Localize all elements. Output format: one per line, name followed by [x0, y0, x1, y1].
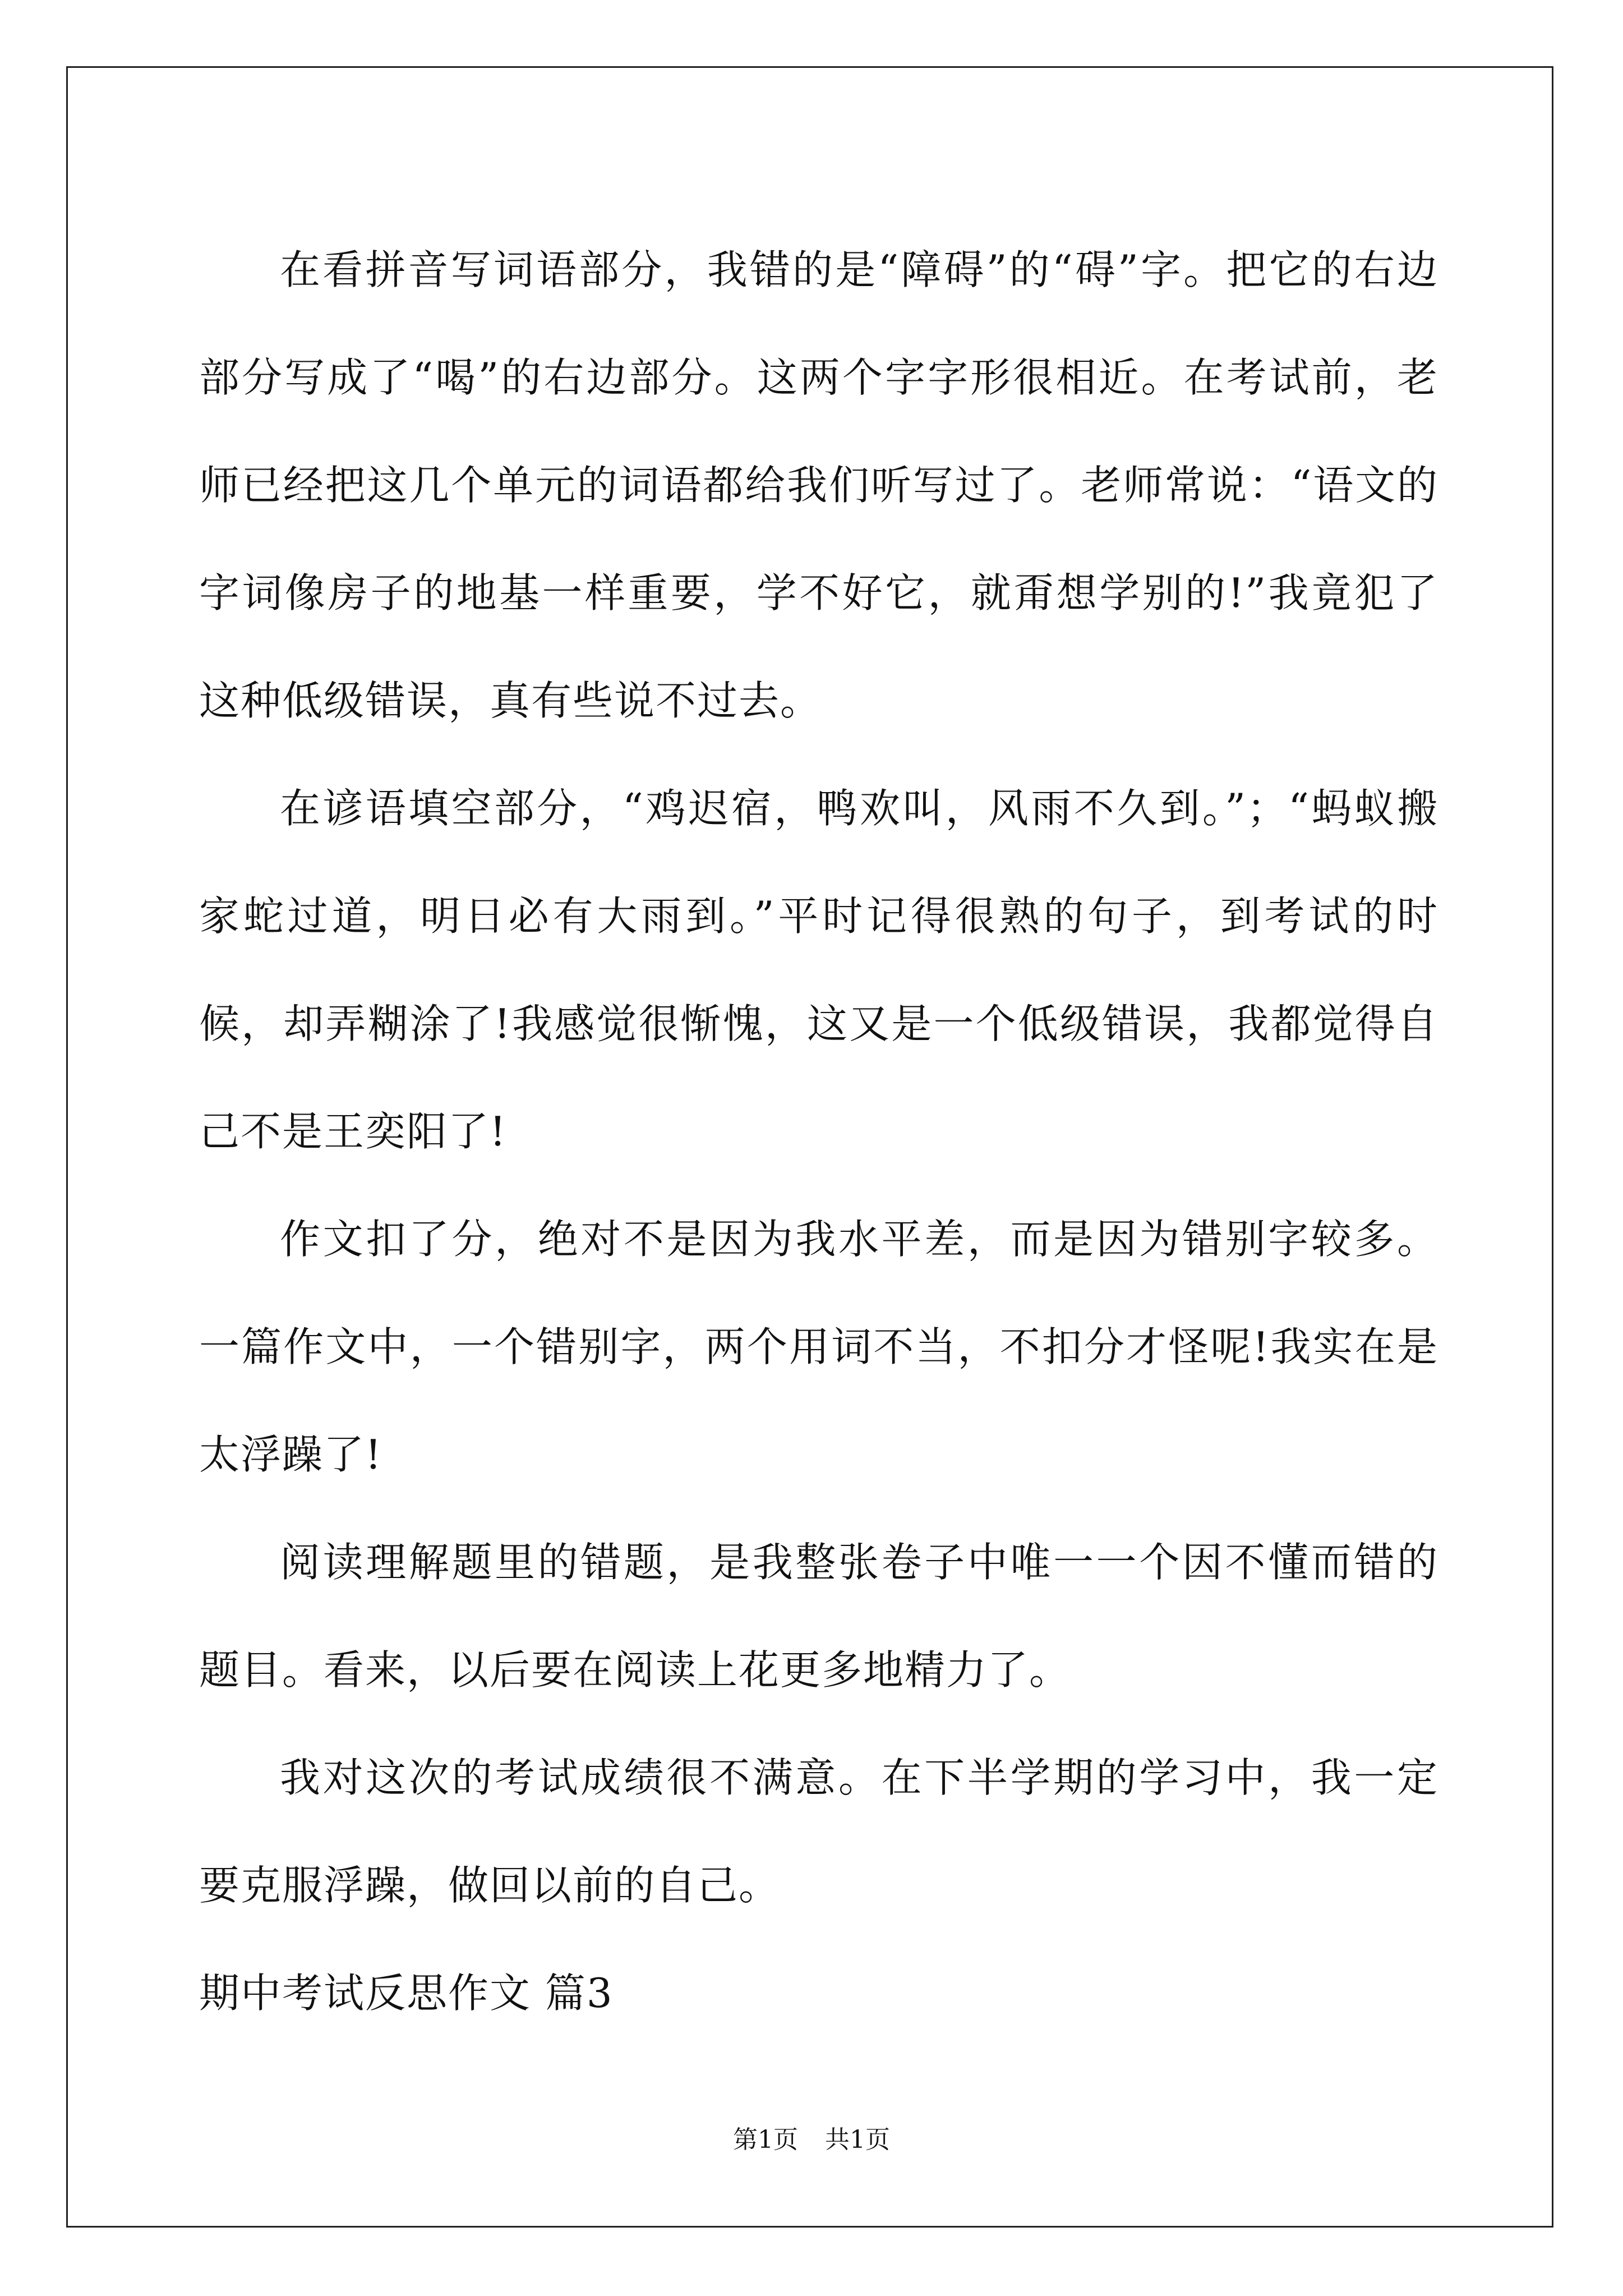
paragraph-5: 我对这次的考试成绩很不满意。在下半学期的学习中，我一定要克服浮躁，做回以前的自己。	[199, 1754, 1438, 1909]
page-footer	[0, 2119, 1623, 2155]
paragraph-3: 作文扣了分，绝对不是因为我水平差，而是因为错别字较多。一篇作文中，一个错别字，两个用词不当，不扣分才怪呢!我实在是太浮躁了!	[199, 1216, 1438, 1478]
paragraph-4: 阅读理解题里的错题，是我整张卷子中唯一一个因不懂而错的题目。看来，以后要在阅读上花更多地精力了。	[199, 1539, 1438, 1694]
page-number: 第1页	[733, 2125, 798, 2154]
paragraph-1: 在看拼音写词语部分，我错的是“障碍”的“碍”字。把它的右边部分写成了“喝”的右边部分。这两个字字形很相近。在考试前，老师已经把这几个单元的词语都给我们听写过了。老师常说：“语文的字词像房子的地基一样重要，学不好它，就甭想学别的!”我竟犯了这种低级错误，真有些说不过去。	[199, 246, 1438, 724]
paragraph-2: 在谚语填空部分，“鸡迟宿，鸭欢叫，风雨不久到。”；“蚂蚁搬家蛇过道，明日必有大雨到。”平时记得很熟的句子，到考试的时候，却弄糊涂了!我感觉很惭愧，这又是一个低级错误，我都觉得自己不是王奕阳了!	[199, 785, 1438, 1155]
document-body	[199, 216, 1438, 2047]
section-title: 期中考试反思作文 篇3	[199, 1970, 614, 2017]
page-total: 共1页	[825, 2125, 890, 2154]
